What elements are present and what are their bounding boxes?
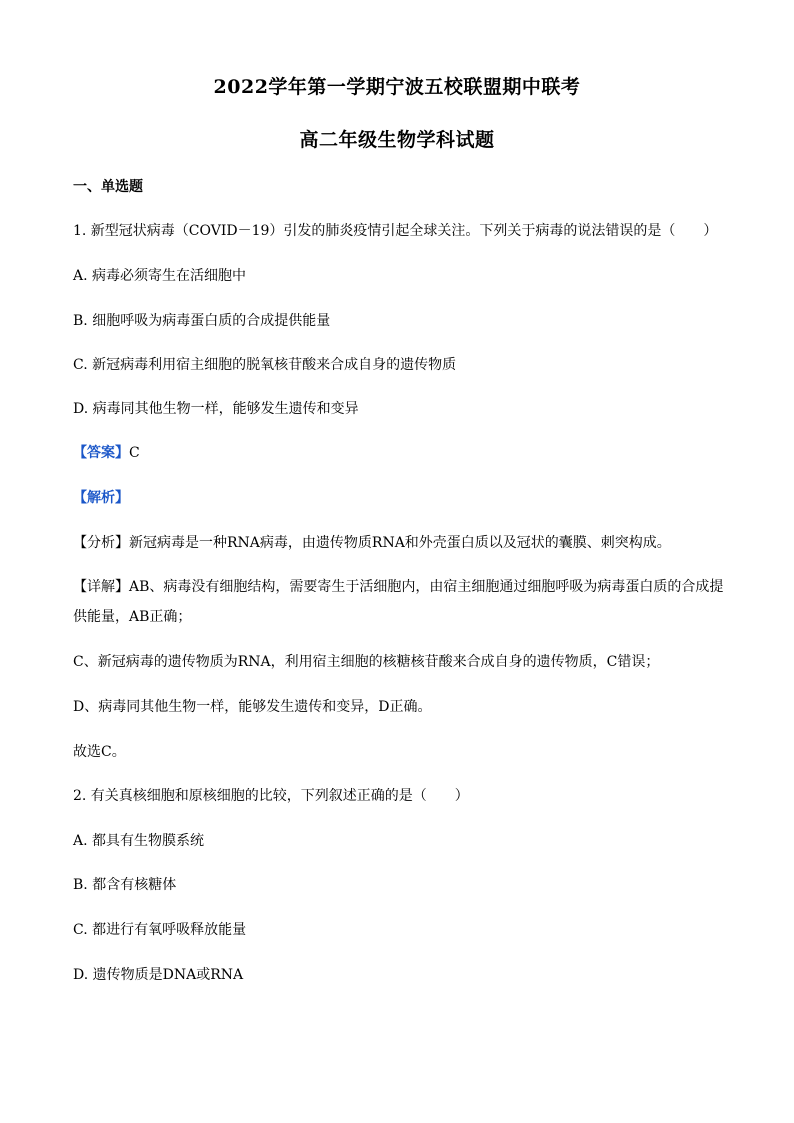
- answer-tag: 【答案】: [73, 445, 129, 461]
- fenxi-tag: 【分析】: [73, 535, 129, 551]
- detail-d: D、病毒同其他生物一样，能够发生遗传和变异，D正确。: [73, 699, 432, 715]
- analysis-tag: 【解析】: [73, 490, 129, 506]
- exam-title: 2022学年第一学期宁波五校联盟期中联考: [213, 76, 581, 98]
- exam-subtitle: 高二年级生物学科试题: [299, 129, 495, 151]
- section-heading: 一、单选题: [73, 179, 143, 195]
- question-1-option-b: B. 细胞呼吸为病毒蛋白质的合成提供能量: [73, 313, 331, 329]
- question-1-stem: 1. 新型冠状病毒（COVID－19）引发的肺炎疫情引起全球关注。下列关于病毒的说法错误的是（ ）: [73, 223, 718, 239]
- fenxi-text: 新冠病毒是一种RNA病毒，由遗传物质RNA和外壳蛋白质以及冠状的囊膜、刺突构成。: [129, 535, 671, 551]
- xiangjie-line-2: 供能量，AB正确；: [73, 609, 192, 625]
- question-2-option-d: D. 遗传物质是DNA或RNA: [73, 967, 244, 983]
- question-2-option-a: A. 都具有生物膜系统: [73, 833, 205, 849]
- answer-row: [73, 442, 733, 464]
- fenxi-row: [73, 532, 733, 554]
- analysis-row: [73, 487, 733, 509]
- question-2-option-c: C. 都进行有氧呼吸释放能量: [73, 922, 247, 938]
- conclusion: 故选C。: [73, 744, 126, 760]
- question-2-option-b: B. 都含有核糖体: [73, 877, 177, 893]
- xiangjie-tag: 【详解】: [73, 579, 129, 595]
- answer-value: C: [129, 445, 140, 461]
- question-1-option-c: C. 新冠病毒利用宿主细胞的脱氧核苷酸来合成自身的遗传物质: [73, 357, 457, 373]
- xiangjie-line-1: AB、病毒没有细胞结构，需要寄生于活细胞内，由宿主细胞通过细胞呼吸为病毒蛋白质的合成提: [129, 579, 724, 595]
- xiangjie-row: [73, 576, 733, 598]
- question-1-option-d: D. 病毒同其他生物一样，能够发生遗传和变异: [73, 401, 359, 417]
- question-1-option-a: A. 病毒必须寄生在活细胞中: [73, 268, 247, 284]
- detail-c: C、新冠病毒的遗传物质为RNA，利用宿主细胞的核糖核苷酸来合成自身的遗传物质，C错误；: [73, 654, 660, 670]
- question-2-stem: 2. 有关真核细胞和原核细胞的比较，下列叙述正确的是（ ）: [73, 788, 469, 804]
